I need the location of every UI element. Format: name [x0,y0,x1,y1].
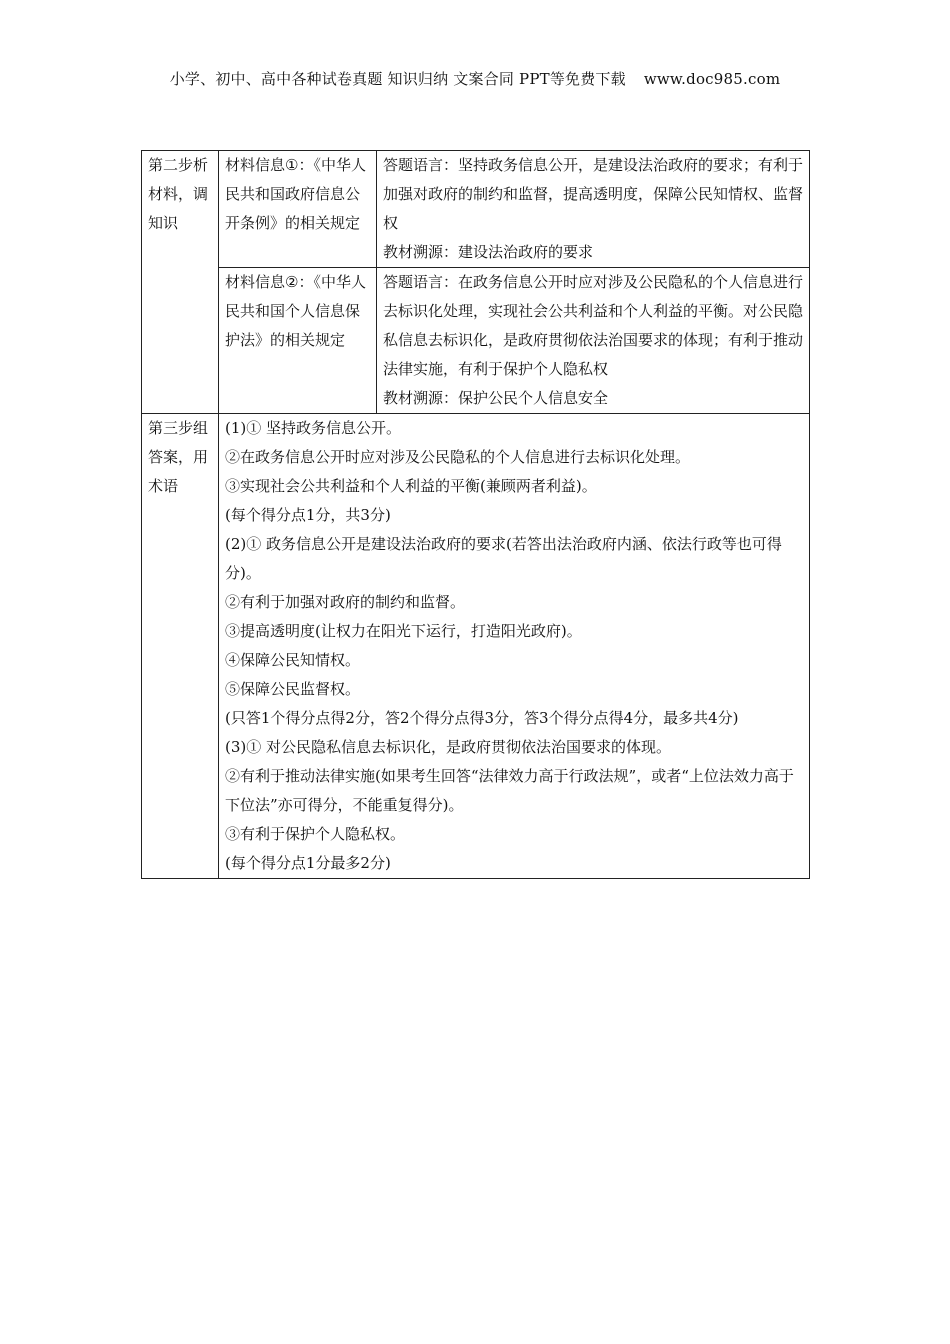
scoring-line: ③有利于保护个人隐私权。 [225,825,406,843]
textbook-source-1: 教材溯源：建设法治政府的要求 [383,243,594,261]
scoring-cell [219,414,810,879]
answer-language-2: 答题语言：在政务信息公开时应对涉及公民隐私的个人信息进行去标识化处理，实现社会公共利益和个人利益的平衡。对公民隐私信息去标识化，是政府贯彻依法治国要求的体现；有利于推动法律实施，有利于保护个人隐私权 [383,273,804,378]
header-text: 小学、初中、高中各种试卷真题 知识归纳 文案合同 PPT等免费下载 [169,70,626,88]
page-header [0,68,950,89]
scoring-line: ②有利于加强对政府的制约和监督。 [225,593,466,611]
scoring-line: (只答1个得分点得2分，答2个得分点得3分，答3个得分点得4分，最多共4分) [225,709,739,727]
step2-row-2 [142,268,810,414]
scoring-line: ③提高透明度(让权力在阳光下运行，打造阳光政府)。 [225,622,582,640]
scoring-line: (每个得分点1分，共3分) [225,506,391,524]
answer-cell-1 [377,151,810,268]
step2-label: 第二步析材料，调知识 [142,151,219,414]
scoring-line: (每个得分点1分最多2分) [225,854,391,872]
scoring-line: (2)① 政务信息公开是建设法治政府的要求(若答出法治政府内涵、依法行政等也可得分)。 [225,535,782,582]
scoring-line: ③实现社会公共利益和个人利益的平衡(兼顾两者利益)。 [225,477,597,495]
scoring-line: ⑤保障公民监督权。 [225,680,361,698]
answer-cell-2 [377,268,810,414]
scoring-line: (1)① 坚持政务信息公开。 [225,419,402,437]
scoring-line: (3)① 对公民隐私信息去标识化，是政府贯彻依法治国要求的体现。 [225,738,672,756]
step3-label: 第三步组答案，用术语 [142,414,219,879]
material-info-1: 材料信息①：《中华人民共和国政府信息公开条例》的相关规定 [219,151,377,268]
scoring-line: ②有利于推动法律实施(如果考生回答“法律效力高于行政法规”，或者“上位法效力高于下位法”亦可得分，不能重复得分)。 [225,767,794,814]
scoring-line: ②在政务信息公开时应对涉及公民隐私的个人信息进行去标识化处理。 [225,448,691,466]
answer-language-1: 答题语言：坚持政务信息公开，是建设法治政府的要求；有利于加强对政府的制约和监督，提高透明度，保障公民知情权、监督权 [383,156,804,232]
header-site: www.doc985.com [643,70,781,88]
answer-table [141,150,810,879]
material-info-2: 材料信息②：《中华人民共和国个人信息保护法》的相关规定 [219,268,377,414]
step2-row-1 [142,151,810,268]
scoring-line: ④保障公民知情权。 [225,651,361,669]
step3-row [142,414,810,879]
textbook-source-2: 教材溯源：保护公民个人信息安全 [383,389,609,407]
